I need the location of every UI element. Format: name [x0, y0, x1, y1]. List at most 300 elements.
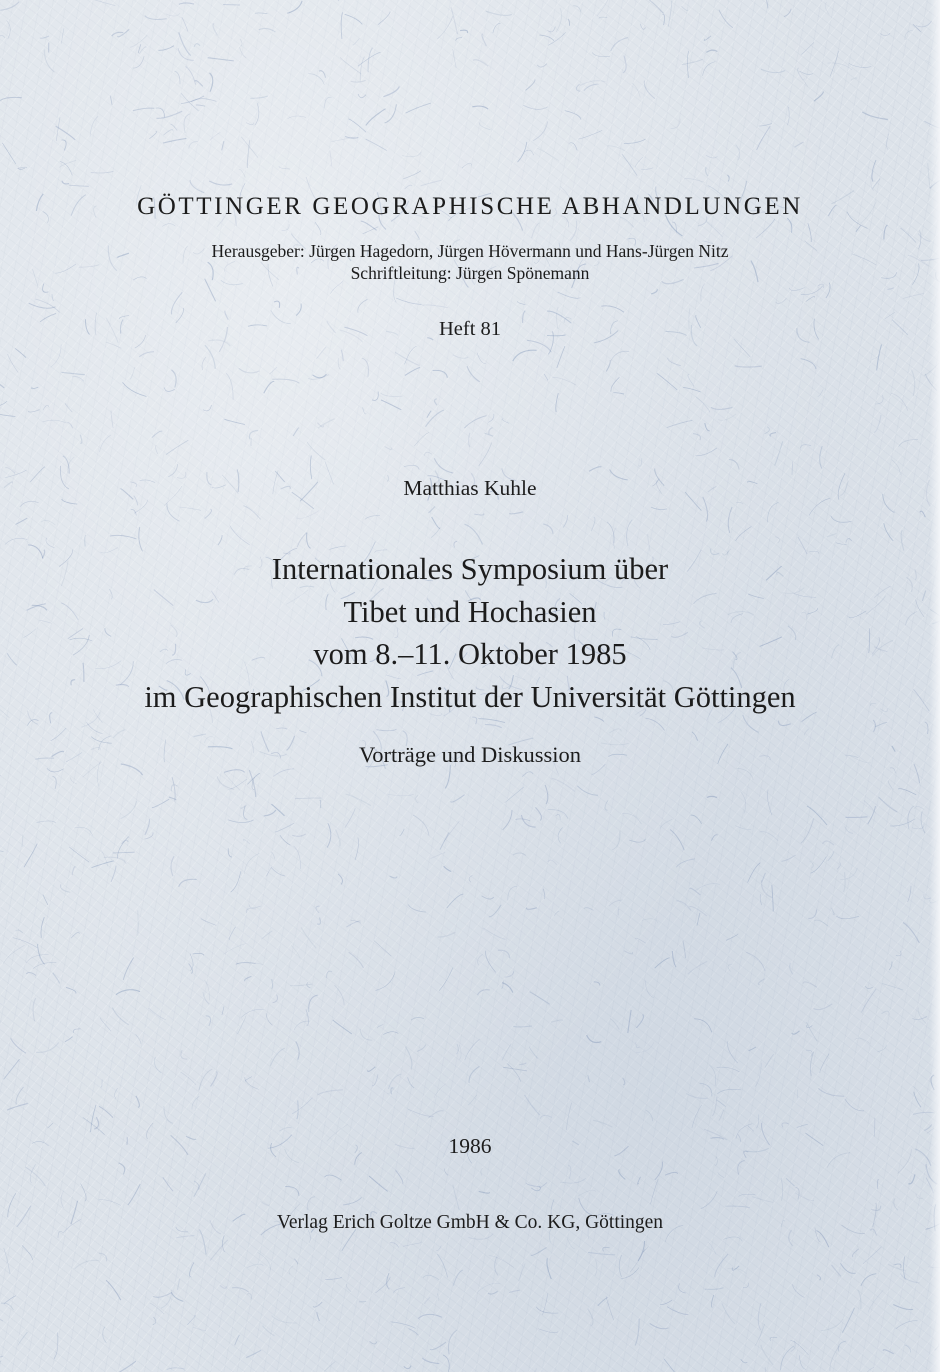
paper-fiber — [346, 794, 371, 805]
paper-fiber — [333, 1020, 352, 1034]
paper-fiber — [0, 35, 5, 39]
paper-fiber — [296, 1041, 299, 1059]
paper-fiber — [346, 1284, 351, 1292]
paper-fiber — [758, 979, 764, 985]
paper-fiber — [113, 852, 135, 853]
paper-fiber — [464, 416, 486, 429]
paper-fiber — [149, 131, 156, 138]
paper-fiber — [290, 984, 312, 986]
paper-fiber — [597, 0, 610, 16]
paper-fiber — [622, 154, 637, 175]
paper-fiber — [890, 768, 896, 774]
paper-fiber — [882, 1011, 889, 1015]
paper-fiber — [429, 1111, 444, 1118]
paper-fiber — [469, 1066, 479, 1083]
paper-fiber — [217, 776, 234, 789]
paper-fiber — [210, 133, 220, 141]
paper-fiber — [226, 373, 233, 400]
paper-fiber — [706, 222, 722, 237]
paper-fiber — [28, 410, 40, 412]
paper-fiber — [728, 175, 730, 182]
paper-fiber — [810, 861, 814, 868]
paper-fiber — [814, 1004, 833, 1010]
paper-fiber — [189, 964, 193, 974]
paper-fiber — [797, 1125, 808, 1128]
paper-fiber — [378, 12, 390, 25]
paper-fiber — [292, 1098, 312, 1114]
paper-fiber — [851, 78, 857, 81]
paper-fiber — [467, 366, 480, 382]
paper-fiber — [840, 868, 857, 880]
paper-fiber — [728, 507, 732, 533]
paper-fiber — [865, 986, 872, 988]
paper-fiber — [372, 392, 378, 401]
paper-fiber — [202, 357, 206, 370]
paper-fiber — [294, 1259, 297, 1265]
paper-fiber — [99, 1106, 113, 1117]
paper-fiber — [437, 1294, 439, 1301]
paper-fiber — [760, 832, 779, 841]
paper-fiber — [453, 1270, 462, 1286]
paper-fiber — [462, 163, 472, 168]
paper-fiber — [130, 35, 147, 47]
paper-fiber — [43, 405, 49, 410]
publisher-line: Verlag Erich Goltze GmbH & Co. KG, Göttingen — [276, 1212, 664, 1233]
paper-fiber — [453, 49, 456, 68]
paper-fiber — [568, 1239, 575, 1248]
paper-fiber — [741, 792, 746, 814]
paper-fiber — [309, 995, 318, 1012]
paper-fiber — [715, 1254, 728, 1277]
paper-fiber — [689, 907, 707, 916]
paper-fiber — [792, 462, 793, 475]
paper-fiber — [611, 377, 620, 391]
paper-fiber — [211, 1072, 218, 1087]
paper-fiber — [318, 1090, 343, 1095]
paper-fiber — [400, 829, 405, 836]
paper-fiber — [0, 1356, 3, 1362]
paper-fiber — [194, 44, 200, 47]
paper-fiber — [864, 800, 875, 812]
paper-fiber — [501, 981, 503, 989]
paper-fiber — [760, 894, 761, 905]
paper-fiber — [875, 723, 887, 727]
paper-fiber — [182, 17, 188, 31]
paper-fiber — [345, 14, 363, 24]
paper-fiber — [381, 393, 403, 396]
paper-fiber — [224, 773, 240, 791]
paper-fiber — [722, 1303, 735, 1323]
paper-fiber — [482, 896, 494, 899]
paper-fiber — [15, 349, 26, 358]
paper-fiber — [846, 817, 868, 818]
paper-fiber — [246, 123, 253, 125]
paper-fiber — [478, 719, 505, 723]
paper-fiber — [646, 1110, 653, 1121]
paper-fiber — [479, 122, 491, 129]
paper-fiber — [502, 419, 509, 423]
paper-fiber — [376, 729, 396, 731]
paper-fiber — [832, 1265, 841, 1276]
paper-fiber — [543, 1293, 548, 1315]
paper-fiber — [418, 1314, 442, 1318]
paper-fiber — [775, 441, 783, 465]
paper-fiber — [7, 1103, 28, 1110]
paper-fiber — [613, 528, 616, 549]
paper-fiber — [18, 1332, 27, 1345]
paper-fiber — [790, 963, 794, 975]
paper-fiber — [842, 1308, 854, 1333]
paper-fiber — [508, 886, 517, 900]
paper-fiber — [415, 231, 420, 240]
paper-fiber — [477, 353, 486, 364]
paper-fiber — [694, 1019, 712, 1033]
paper-fiber — [624, 951, 633, 954]
paper-fiber — [443, 1355, 449, 1372]
paper-fiber — [489, 428, 493, 435]
paper-fiber — [133, 108, 154, 111]
paper-fiber — [16, 1087, 23, 1105]
paper-fiber — [408, 905, 426, 913]
paper-fiber — [911, 370, 914, 397]
paper-fiber — [345, 808, 355, 828]
paper-fiber — [807, 1022, 818, 1041]
paper-fiber — [570, 221, 576, 241]
paper-fiber — [568, 1165, 570, 1178]
paper-fiber — [69, 185, 89, 186]
paper-fiber — [651, 507, 667, 509]
paper-fiber — [683, 387, 701, 392]
paper-fiber — [3, 945, 24, 963]
paper-fiber — [808, 910, 816, 919]
paper-fiber — [646, 981, 654, 998]
paper-fiber — [540, 1115, 552, 1118]
paper-fiber — [873, 179, 880, 189]
paper-fiber — [327, 823, 331, 847]
book-title — [0, 548, 940, 718]
editor-in-chief-line: Schriftleitung: Jürgen Spönemann — [350, 263, 590, 283]
paper-fiber — [236, 963, 256, 965]
paper-fiber — [295, 798, 321, 799]
paper-fiber — [387, 794, 414, 796]
paper-fiber — [297, 1100, 298, 1119]
paper-fiber — [453, 1185, 459, 1210]
paper-fiber — [228, 820, 254, 823]
paper-fiber — [378, 1025, 384, 1029]
paper-fiber — [205, 980, 210, 1000]
paper-fiber — [525, 1095, 540, 1115]
paper-fiber — [782, 855, 796, 862]
paper-fiber — [543, 524, 553, 534]
paper-fiber — [557, 346, 565, 368]
paper-fiber — [594, 982, 600, 986]
paper-fiber — [223, 5, 240, 6]
paper-fiber — [111, 866, 116, 882]
paper-fiber — [152, 799, 169, 808]
paper-fiber — [577, 786, 598, 795]
paper-fiber — [588, 1075, 590, 1082]
paper-fiber — [509, 1290, 519, 1293]
paper-fiber — [189, 1262, 193, 1277]
paper-fiber — [762, 873, 766, 883]
paper-fiber — [394, 1288, 405, 1294]
paper-fiber — [270, 367, 277, 374]
paper-fiber — [556, 393, 559, 412]
paper-fiber — [874, 415, 881, 433]
paper-fiber — [179, 879, 197, 887]
paper-fiber — [684, 179, 705, 183]
paper-fiber — [781, 1346, 794, 1371]
paper-fiber — [887, 134, 889, 150]
paper-fiber — [688, 961, 707, 974]
paper-fiber — [363, 407, 367, 414]
paper-fiber — [45, 50, 55, 73]
paper-fiber — [440, 833, 449, 850]
paper-fiber — [775, 537, 780, 543]
paper-fiber — [527, 908, 537, 910]
paper-fiber — [505, 971, 514, 977]
paper-fiber — [376, 971, 396, 990]
paper-fiber — [704, 36, 711, 41]
paper-fiber — [545, 785, 548, 804]
paper-fiber — [73, 1029, 80, 1033]
paper-fiber — [453, 355, 469, 359]
paper-fiber — [26, 954, 49, 963]
paper-fiber — [444, 1169, 448, 1176]
paper-fiber — [701, 284, 705, 302]
paper-fiber — [592, 53, 610, 57]
paper-fiber — [426, 410, 444, 427]
paper-fiber — [181, 1050, 187, 1059]
paper-fiber — [612, 830, 620, 850]
paper-fiber — [224, 419, 245, 424]
paper-fiber — [7, 21, 11, 40]
paper-fiber — [61, 1191, 64, 1208]
paper-fiber — [765, 427, 770, 434]
paper-fiber — [113, 730, 125, 738]
paper-fiber — [548, 860, 557, 865]
paper-fiber — [635, 157, 643, 167]
paper-fiber — [261, 931, 272, 939]
paper-fiber — [599, 17, 607, 18]
paper-fiber — [220, 1285, 227, 1288]
paper-fiber — [672, 951, 676, 967]
paper-fiber — [887, 288, 893, 290]
paper-fiber — [858, 1290, 861, 1309]
paper-fiber — [427, 411, 431, 418]
issue-number: Heft 81 — [438, 318, 502, 340]
paper-fiber — [421, 180, 442, 186]
paper-fiber — [532, 223, 540, 238]
paper-fiber — [139, 352, 154, 357]
paper-fiber — [551, 1020, 563, 1022]
paper-fiber — [274, 301, 280, 308]
paper-fiber — [66, 404, 73, 412]
paper-fiber — [259, 28, 276, 32]
paper-fiber — [153, 1292, 172, 1297]
paper-fiber — [72, 376, 84, 381]
paper-fiber — [438, 932, 456, 937]
paper-fiber — [831, 516, 852, 523]
paper-fiber — [584, 908, 594, 911]
paper-fiber — [20, 501, 39, 507]
paper-fiber — [434, 458, 453, 473]
paper-fiber — [630, 1249, 645, 1272]
paper-fiber — [481, 1168, 483, 1175]
paper-fiber — [830, 1346, 839, 1371]
paper-fiber — [553, 377, 577, 385]
paper-fiber — [478, 990, 490, 995]
paper-fiber — [85, 535, 86, 546]
paper-fiber — [43, 895, 48, 905]
paper-fiber — [451, 795, 465, 802]
paper-fiber — [711, 407, 733, 409]
paper-fiber — [315, 222, 321, 235]
paper-fiber — [903, 923, 919, 943]
paper-fiber — [663, 14, 665, 25]
paper-fiber — [1, 1303, 13, 1310]
paper-fiber — [195, 80, 203, 86]
paper-fiber — [4, 1296, 16, 1304]
paper-fiber — [184, 114, 190, 133]
paper-fiber — [62, 140, 67, 151]
paper-fiber — [692, 732, 698, 741]
paper-fiber — [429, 507, 435, 513]
paper-fiber — [422, 1358, 439, 1364]
paper-fiber — [247, 1264, 263, 1268]
paper-fiber — [68, 422, 73, 428]
paper-fiber — [415, 795, 418, 803]
paper-fiber — [614, 393, 625, 394]
paper-fiber — [404, 465, 419, 469]
paper-fiber — [0, 851, 4, 858]
paper-fiber — [61, 884, 71, 892]
paper-fiber — [121, 801, 137, 819]
paper-fiber — [795, 142, 804, 147]
paper-fiber — [307, 983, 311, 989]
paper-fiber — [894, 1198, 898, 1210]
paper-fiber — [319, 71, 326, 78]
paper-fiber — [761, 69, 785, 73]
paper-fiber — [33, 962, 57, 968]
paper-fiber — [249, 431, 258, 440]
paper-fiber — [465, 1039, 481, 1060]
paper-fiber — [755, 1063, 762, 1087]
paper-fiber — [472, 717, 476, 724]
paper-fiber — [896, 951, 901, 956]
paper-fiber — [736, 502, 743, 504]
paper-fiber — [75, 1260, 99, 1269]
paper-fiber — [16, 518, 28, 524]
paper-fiber — [804, 729, 809, 736]
paper-fiber — [828, 851, 834, 861]
paper-fiber — [839, 1341, 847, 1351]
paper-fiber — [396, 298, 421, 304]
paper-fiber — [338, 874, 342, 885]
paper-fiber — [591, 517, 595, 531]
paper-fiber — [767, 790, 771, 816]
paper-fiber — [502, 1044, 511, 1061]
paper-fiber — [325, 1175, 342, 1180]
paper-fiber — [719, 1110, 724, 1121]
paper-fiber — [133, 56, 144, 68]
paper-fiber — [316, 906, 320, 913]
paper-fiber — [75, 827, 93, 835]
paper-fiber — [130, 367, 135, 379]
paper-fiber — [241, 1009, 264, 1017]
paper-fiber — [158, 46, 174, 51]
paper-fiber — [921, 812, 925, 834]
paper-fiber — [468, 1095, 477, 1105]
paper-fiber — [176, 1236, 194, 1238]
paper-fiber — [437, 16, 452, 39]
paper-fiber — [271, 868, 285, 876]
paper-fiber — [598, 1298, 608, 1306]
paper-fiber — [8, 354, 19, 373]
paper-fiber — [884, 225, 888, 240]
paper-fiber — [307, 442, 325, 460]
paper-fiber — [46, 538, 55, 548]
paper-fiber — [888, 1264, 905, 1270]
paper-fiber — [679, 1283, 686, 1293]
paper-fiber — [308, 74, 324, 85]
paper-fiber — [53, 776, 57, 789]
paper-fiber — [878, 1045, 887, 1052]
series-title: GÖTTINGER GEOGRAPHISCHE ABHANDLUNGEN — [137, 193, 803, 220]
paper-fiber — [711, 1295, 713, 1307]
paper-fiber — [560, 1178, 586, 1183]
paper-fiber — [161, 1290, 172, 1309]
paper-fiber — [413, 815, 429, 836]
paper-fiber — [821, 1319, 843, 1331]
paper-fiber — [696, 448, 717, 456]
paper-fiber — [544, 374, 548, 380]
paper-fiber — [537, 64, 547, 67]
paper-fiber — [423, 1275, 439, 1279]
page-edge — [930, 0, 940, 1372]
paper-fiber — [668, 358, 681, 366]
paper-fiber — [213, 24, 217, 36]
paper-fiber — [430, 1342, 446, 1350]
paper-fiber — [641, 168, 653, 170]
paper-fiber — [296, 304, 301, 316]
paper-fiber — [841, 1263, 856, 1273]
paper-fiber — [22, 1245, 32, 1260]
paper-fiber — [275, 823, 295, 832]
paper-fiber — [366, 139, 387, 151]
paper-fiber — [229, 927, 235, 940]
paper-fiber — [0, 379, 4, 388]
paper-fiber — [280, 835, 291, 845]
paper-fiber — [732, 1266, 739, 1270]
paper-fiber — [507, 1063, 521, 1082]
paper-fiber — [650, 1323, 669, 1328]
paper-fiber — [72, 867, 75, 875]
paper-fiber — [624, 139, 646, 143]
paper-fiber — [271, 852, 275, 859]
paper-fiber — [156, 108, 165, 118]
paper-fiber — [776, 298, 787, 303]
paper-fiber — [700, 1083, 712, 1096]
paper-fiber — [860, 1368, 875, 1372]
paper-fiber — [510, 512, 523, 514]
paper-fiber — [456, 1044, 458, 1054]
paper-fiber — [781, 1178, 782, 1201]
paper-fiber — [279, 166, 290, 169]
paper-fiber — [163, 138, 187, 143]
paper-fiber — [301, 928, 316, 949]
paper-fiber — [748, 1126, 753, 1131]
